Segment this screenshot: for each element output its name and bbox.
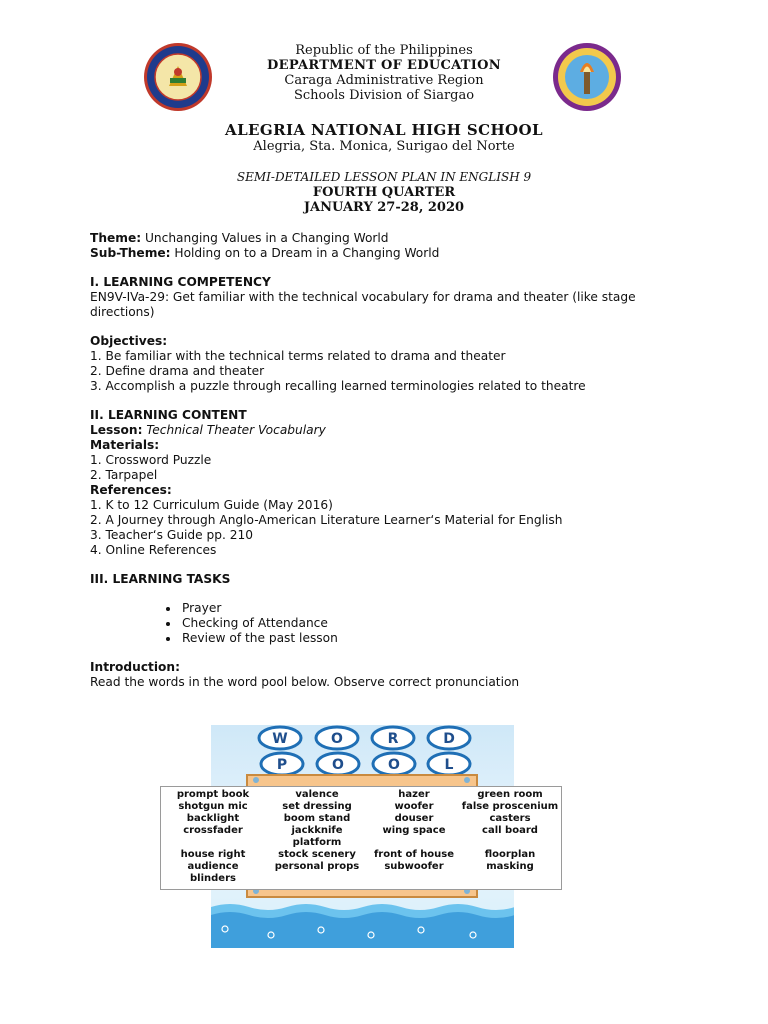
theme-value: Unchanging Values in a Changing World [141, 231, 389, 245]
tasks-list [90, 601, 690, 646]
department-line: DEPARTMENT OF EDUCATION [267, 58, 501, 73]
competency-text: EN9V-IVa-29: Get familiar with the technical vocabulary for drama and theater (like stage directions) [90, 290, 636, 319]
task-item: • Review of the past lesson [180, 631, 690, 646]
word-pool-term [161, 837, 265, 849]
word-pool-term: stock scenery [278, 849, 356, 860]
word-letter: D [443, 731, 455, 747]
word-pool-term: floorplan [484, 849, 536, 860]
task-item: • Checking of Attendance [180, 616, 690, 631]
word-pool-row [161, 873, 561, 885]
school-address: Alegria, Sta. Monica, Surigao del Norte [253, 139, 515, 154]
word-pool-term: shotgun mic [178, 801, 248, 812]
word-pool-term: hazer [398, 789, 430, 800]
pool-letter: P [276, 757, 288, 773]
plan-date: JANUARY 27-28, 2020 [303, 200, 465, 215]
introduction-text: Read the words in the word pool below. Observe correct pronunciation [90, 675, 520, 689]
word-letter: R [387, 731, 399, 747]
theme-line [90, 231, 690, 246]
references-heading: References: [90, 483, 172, 497]
word-pool-term: false proscenium [461, 801, 559, 812]
word-pool-term: woofer [394, 801, 434, 812]
word-pool-term [459, 837, 561, 849]
subtheme-line [90, 246, 690, 261]
objectives-heading: Objectives: [90, 334, 168, 348]
word-title-row [259, 727, 470, 749]
word-pool-term: wing space [382, 825, 446, 836]
word-pool-term: subwoofer [384, 861, 444, 872]
word-pool-table [161, 789, 561, 885]
lesson-line [90, 423, 690, 438]
plan-title: SEMI-DETAILED LESSON PLAN IN ENGLISH 9 [236, 170, 532, 184]
word-pool-term [369, 837, 459, 849]
quarter-label: FOURTH QUARTER [312, 185, 456, 200]
word-letter: O [331, 731, 343, 747]
division-line: Schools Division of Siargao [293, 88, 475, 103]
word-pool-term: crossfader [183, 825, 243, 836]
word-pool-term: boom stand [283, 813, 351, 824]
task-item: • Prayer [180, 601, 690, 616]
materials-heading: Materials: [90, 438, 160, 452]
word-pool-term: call board [482, 825, 538, 836]
material-item: 2. Tarpapel [90, 468, 158, 482]
word-pool-term: front of house [373, 849, 455, 860]
lesson-body [90, 231, 690, 690]
word-letter: W [272, 731, 288, 747]
objective-item: 1. Be familiar with the technical terms related to drama and theater [90, 349, 506, 363]
pool-title-row [261, 753, 470, 775]
content-heading: II. LEARNING CONTENT [90, 408, 247, 422]
introduction-heading: Introduction: [90, 660, 180, 674]
word-pool-term: prompt book [176, 789, 250, 800]
region-line: Caraga Administrative Region [284, 73, 484, 88]
subtheme-value: Holding on to a Dream in a Changing World [170, 246, 440, 260]
material-item: 1. Crossword Puzzle [90, 453, 212, 467]
word-pool-list [160, 786, 562, 890]
lesson-label: Lesson: [90, 423, 143, 437]
word-pool-term [459, 873, 561, 885]
word-pool-term: douser [394, 813, 434, 824]
word-pool-term: audience [187, 861, 239, 872]
word-pool-term [265, 873, 369, 885]
word-pool-row [161, 861, 561, 873]
pool-letter: O [332, 757, 344, 773]
word-pool-term: blinders [190, 873, 236, 884]
objective-item: 3. Accomplish a puzzle through recalling learned terminologies related to theatre [90, 379, 586, 393]
word-pool-row [161, 849, 561, 861]
word-pool-term: personal props [274, 861, 360, 872]
word-pool-term: set dressing [282, 801, 352, 812]
word-pool-row [161, 789, 561, 801]
reference-item: 3. Teacher‘s Guide pp. 210 [90, 528, 254, 542]
word-pool-row [161, 813, 561, 825]
reference-item: 2. A Journey through Anglo-American Literature Learner‘s Material for English [90, 513, 563, 527]
word-pool-term [369, 873, 459, 885]
lesson-value: Technical Theater Vocabulary [142, 423, 326, 437]
word-pool-term: green room [477, 789, 543, 800]
word-pool-term: jackknife [291, 825, 343, 836]
republic-line: Republic of the Philippines [295, 43, 473, 58]
word-pool-row [161, 837, 561, 849]
theme-label: Theme: [90, 231, 142, 245]
word-pool-term: valence [295, 789, 339, 800]
pool-letter: O [388, 757, 400, 773]
word-pool-row [161, 801, 561, 813]
school-name: ALEGRIA NATIONAL HIGH SCHOOL [225, 121, 543, 139]
objective-item: 2. Define drama and theater [90, 364, 265, 378]
word-pool-term: masking [486, 861, 534, 872]
competency-heading: I. LEARNING COMPETENCY [90, 275, 271, 289]
word-pool-term: backlight [186, 813, 240, 824]
word-pool-row [161, 825, 561, 837]
word-pool-term: platform [292, 837, 342, 848]
word-pool-term: house right [180, 849, 246, 860]
word-pool-term: casters [489, 813, 531, 824]
reference-item: 1. K to 12 Curriculum Guide (May 2016) [90, 498, 333, 512]
pool-letter: L [444, 757, 454, 773]
tasks-heading: III. LEARNING TASKS [90, 572, 231, 586]
subtheme-label: Sub-Theme: [90, 246, 171, 260]
reference-item: 4. Online References [90, 543, 217, 557]
